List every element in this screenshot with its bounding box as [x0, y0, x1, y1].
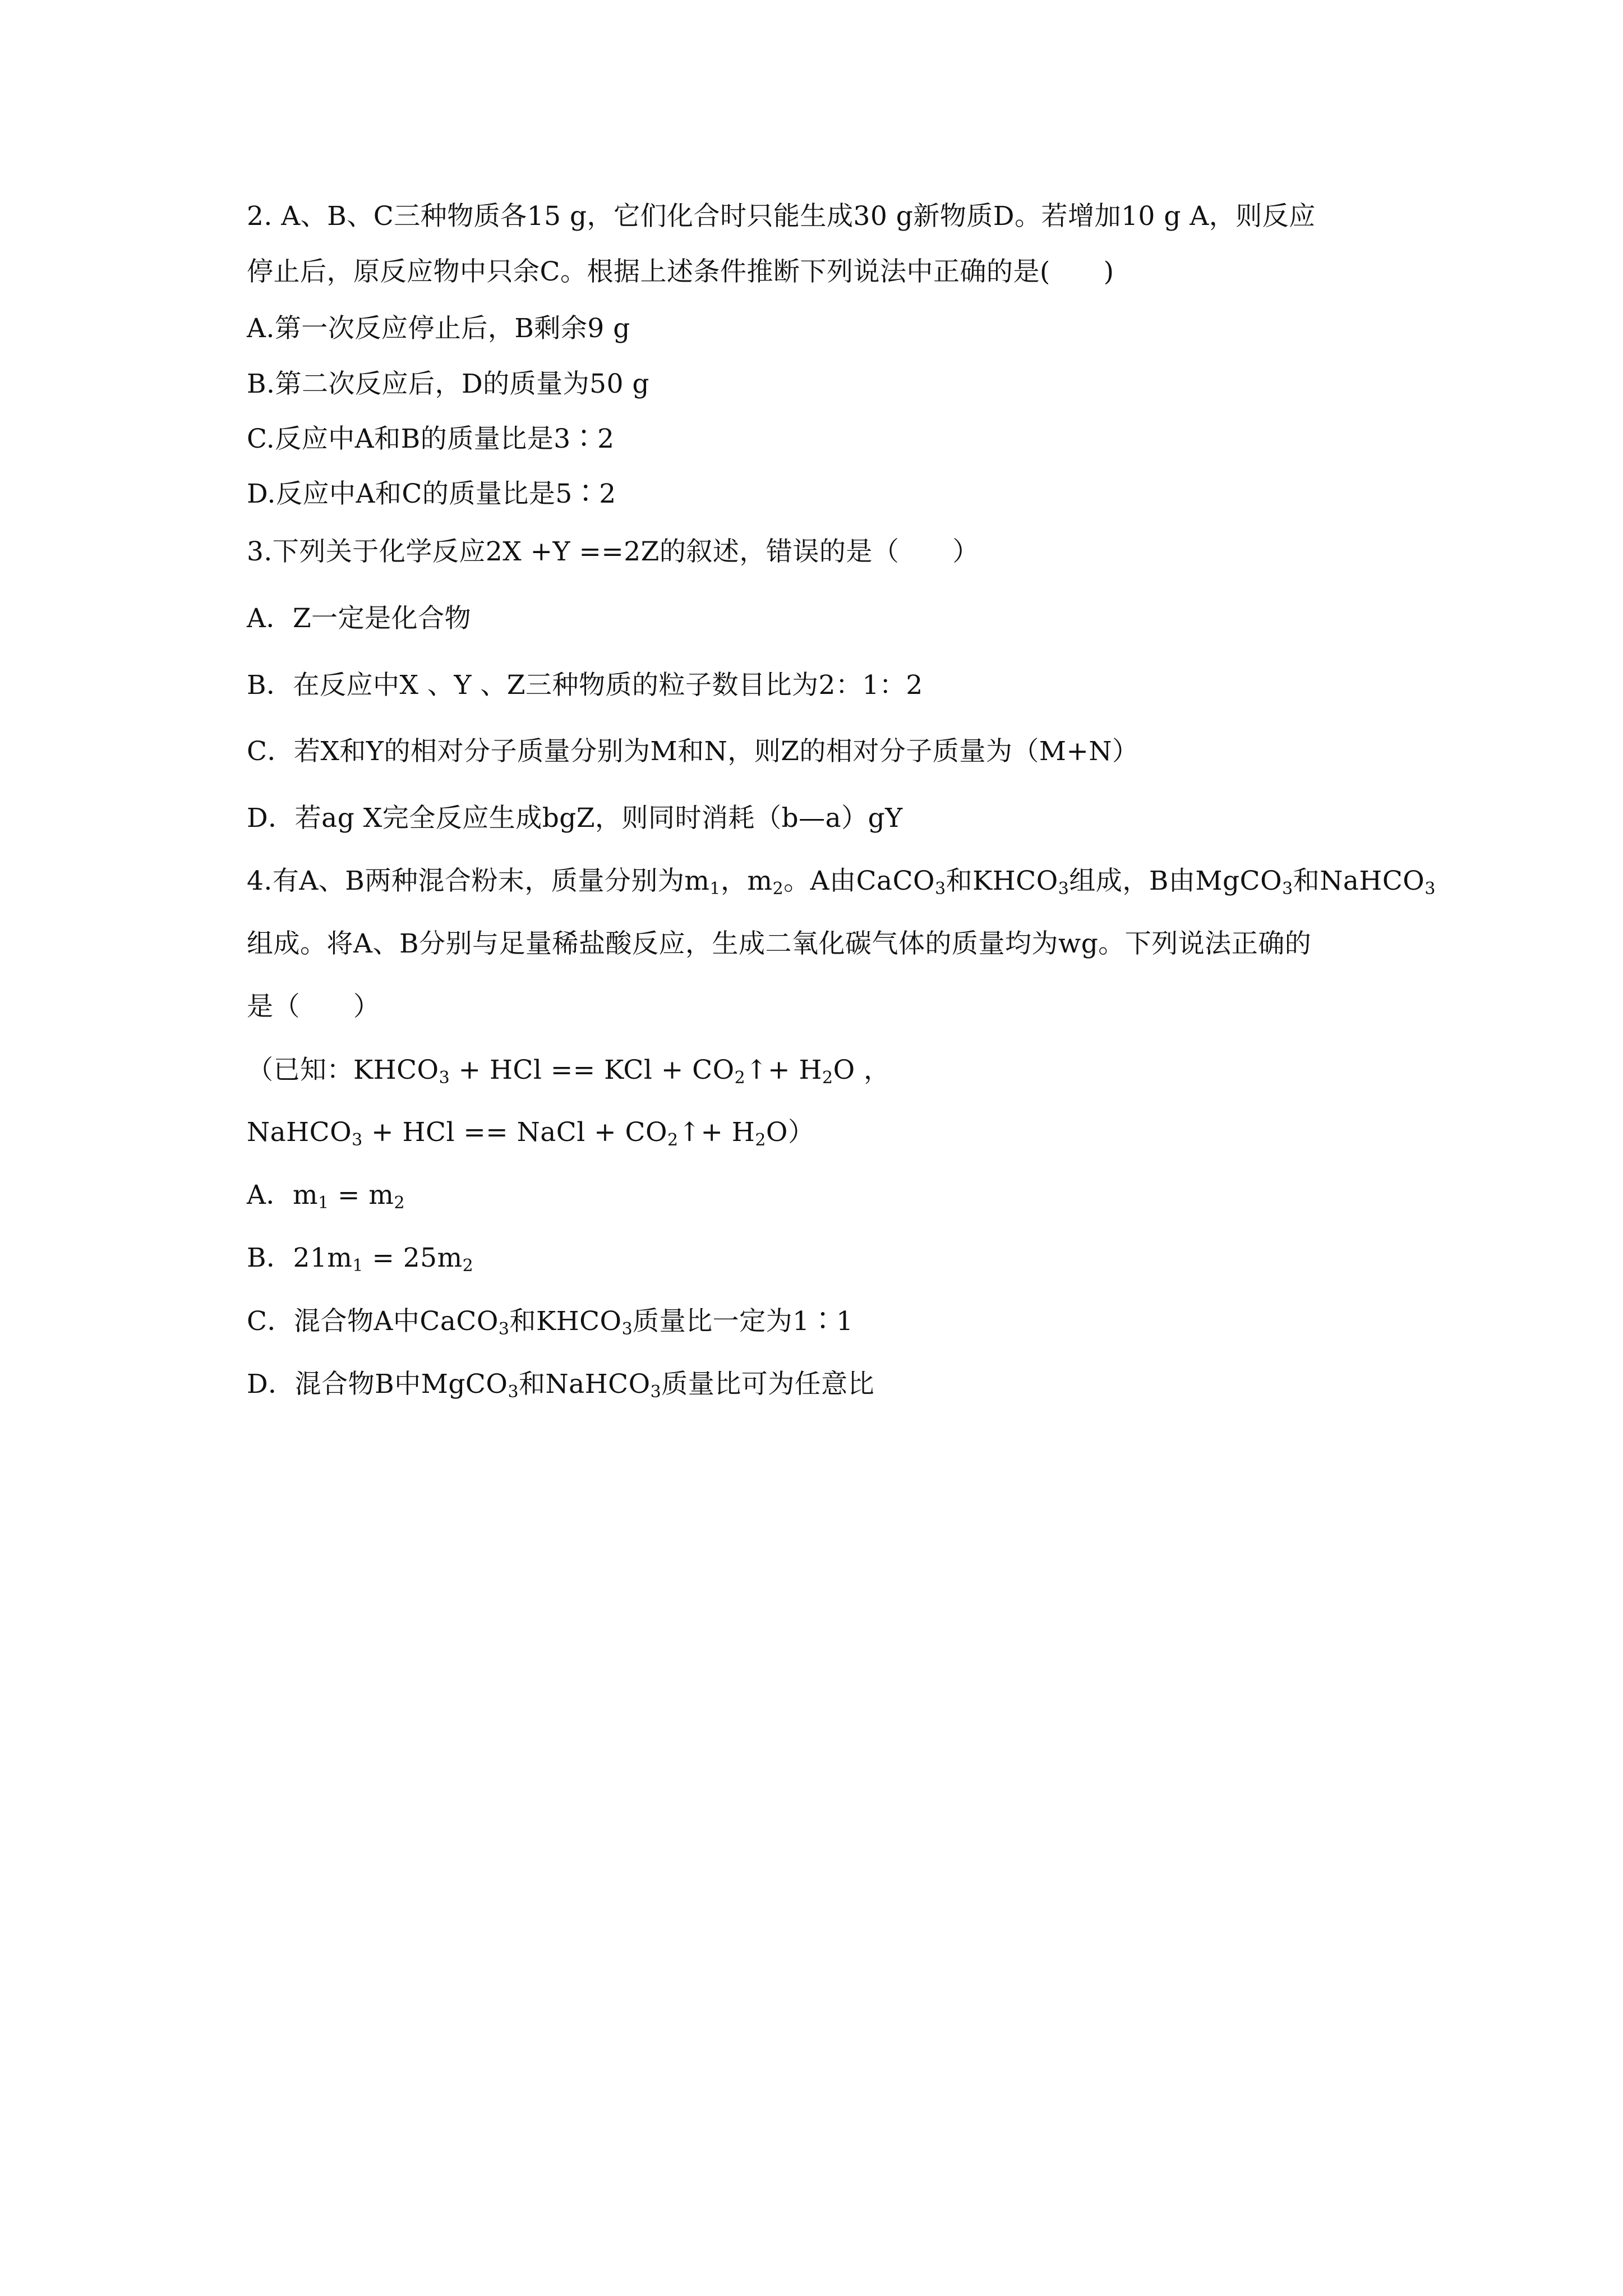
option-text: A．m [247, 1180, 319, 1211]
option-text: D．混合物B中MgCO [247, 1369, 508, 1400]
subscript: 3 [1058, 879, 1069, 899]
option-text: B．21m [247, 1243, 353, 1273]
q4-text: 和KHCO [946, 866, 1058, 896]
subscript: 1 [352, 1256, 364, 1276]
equation-text: NaHCO [247, 1117, 352, 1148]
q2-option-c: C.反应中A和B的质量比是3∶2 [247, 424, 615, 454]
q4-option-a [247, 1179, 1402, 1212]
q2-option-a: A.第一次反应停止后，B剩余9 g [247, 313, 630, 344]
q4-text: ，m [720, 866, 773, 896]
q3-option-b: B．在反应中X 、Y 、Z三种物质的粒子数目比为2：1：2 [247, 670, 923, 701]
q2-option-b: B.第二次反应后，D的质量为50 g [247, 369, 649, 399]
q4-text: 和NaHCO [1293, 866, 1425, 896]
subscript: 2 [755, 1130, 766, 1150]
q3-option-c: C．若X和Y的相对分子质量分别为M和N，则Z的相对分子质量为（M+N） [247, 736, 1139, 767]
q4-known-equation2 [247, 1116, 1402, 1149]
subscript: 3 [508, 1382, 519, 1402]
option-text: = m [329, 1180, 394, 1211]
q4-text: 组成，B由MgCO [1069, 866, 1283, 896]
option-text: C．混合物A中CaCO [247, 1306, 499, 1337]
q3-option-d: D．若ag X完全反应生成bgZ，则同时消耗（b—a）gY [247, 803, 903, 834]
q4-option-c [247, 1305, 1402, 1338]
q4-option-b [247, 1241, 1402, 1275]
subscript: 2 [462, 1256, 474, 1276]
subscript: 1 [318, 1193, 329, 1213]
subscript: 2 [667, 1130, 679, 1150]
option-text: 和KHCO [509, 1306, 622, 1337]
equation-text: + HCl == NaCl + CO [362, 1117, 668, 1148]
subscript: 3 [935, 879, 946, 899]
subscript: 2 [822, 1068, 833, 1088]
option-text: 质量比一定为1∶1 [633, 1306, 854, 1337]
option-text: = 25m [363, 1243, 463, 1273]
q4-option-d [247, 1368, 1402, 1401]
equation-text: + HCl == KCl + CO [450, 1055, 735, 1085]
q4-known-equation1 [247, 1053, 1402, 1087]
q4-stem-line1 [247, 864, 1436, 899]
subscript: 2 [772, 879, 784, 899]
subscript: 3 [621, 1319, 633, 1339]
subscript: 2 [394, 1193, 405, 1213]
q3-option-a: A．Z一定是化合物 [247, 603, 472, 634]
q4-text: 。A由CaCO [783, 866, 935, 896]
q2-stem-line1: 2. A、B、C三种物质各15 g，它们化合时只能生成30 g新物质D。若增加10 g A，则反应 [247, 201, 1316, 232]
subscript: 2 [734, 1068, 746, 1088]
q2-option-d: D.反应中A和C的质量比是5∶2 [247, 478, 616, 509]
subscript: 1 [709, 879, 721, 899]
q3-stem: 3.下列关于化学反应2X +Y ==2Z的叙述，错误的是（ ） [247, 536, 979, 567]
equation-text: O） [766, 1117, 815, 1148]
equation-text: （已知：KHCO [247, 1055, 439, 1085]
option-text: 和NaHCO [519, 1369, 651, 1400]
q2-stem-line2: 停止后，原反应物中只余C。根据上述条件推断下列说法中正确的是( ) [247, 256, 1114, 287]
option-text: 质量比可为任意比 [661, 1369, 875, 1400]
equation-text: ↑+ H [678, 1117, 755, 1148]
q4-stem-line3: 是（ ） [247, 991, 380, 1022]
subscript: 3 [1282, 879, 1293, 899]
equation-text: O ， [833, 1055, 891, 1085]
subscript: 3 [1424, 879, 1436, 899]
subscript: 3 [352, 1130, 363, 1150]
q4-text: 4.有A、B两种混合粉末，质量分别为m [247, 866, 710, 896]
q4-stem-line2: 组成。将A、B分别与足量稀盐酸反应，生成二氧化碳气体的质量均为wg。下列说法正确的 [247, 928, 1312, 959]
equation-text: ↑+ H [745, 1055, 822, 1085]
subscript: 3 [650, 1382, 662, 1402]
subscript: 3 [439, 1068, 450, 1088]
subscript: 3 [498, 1319, 510, 1339]
